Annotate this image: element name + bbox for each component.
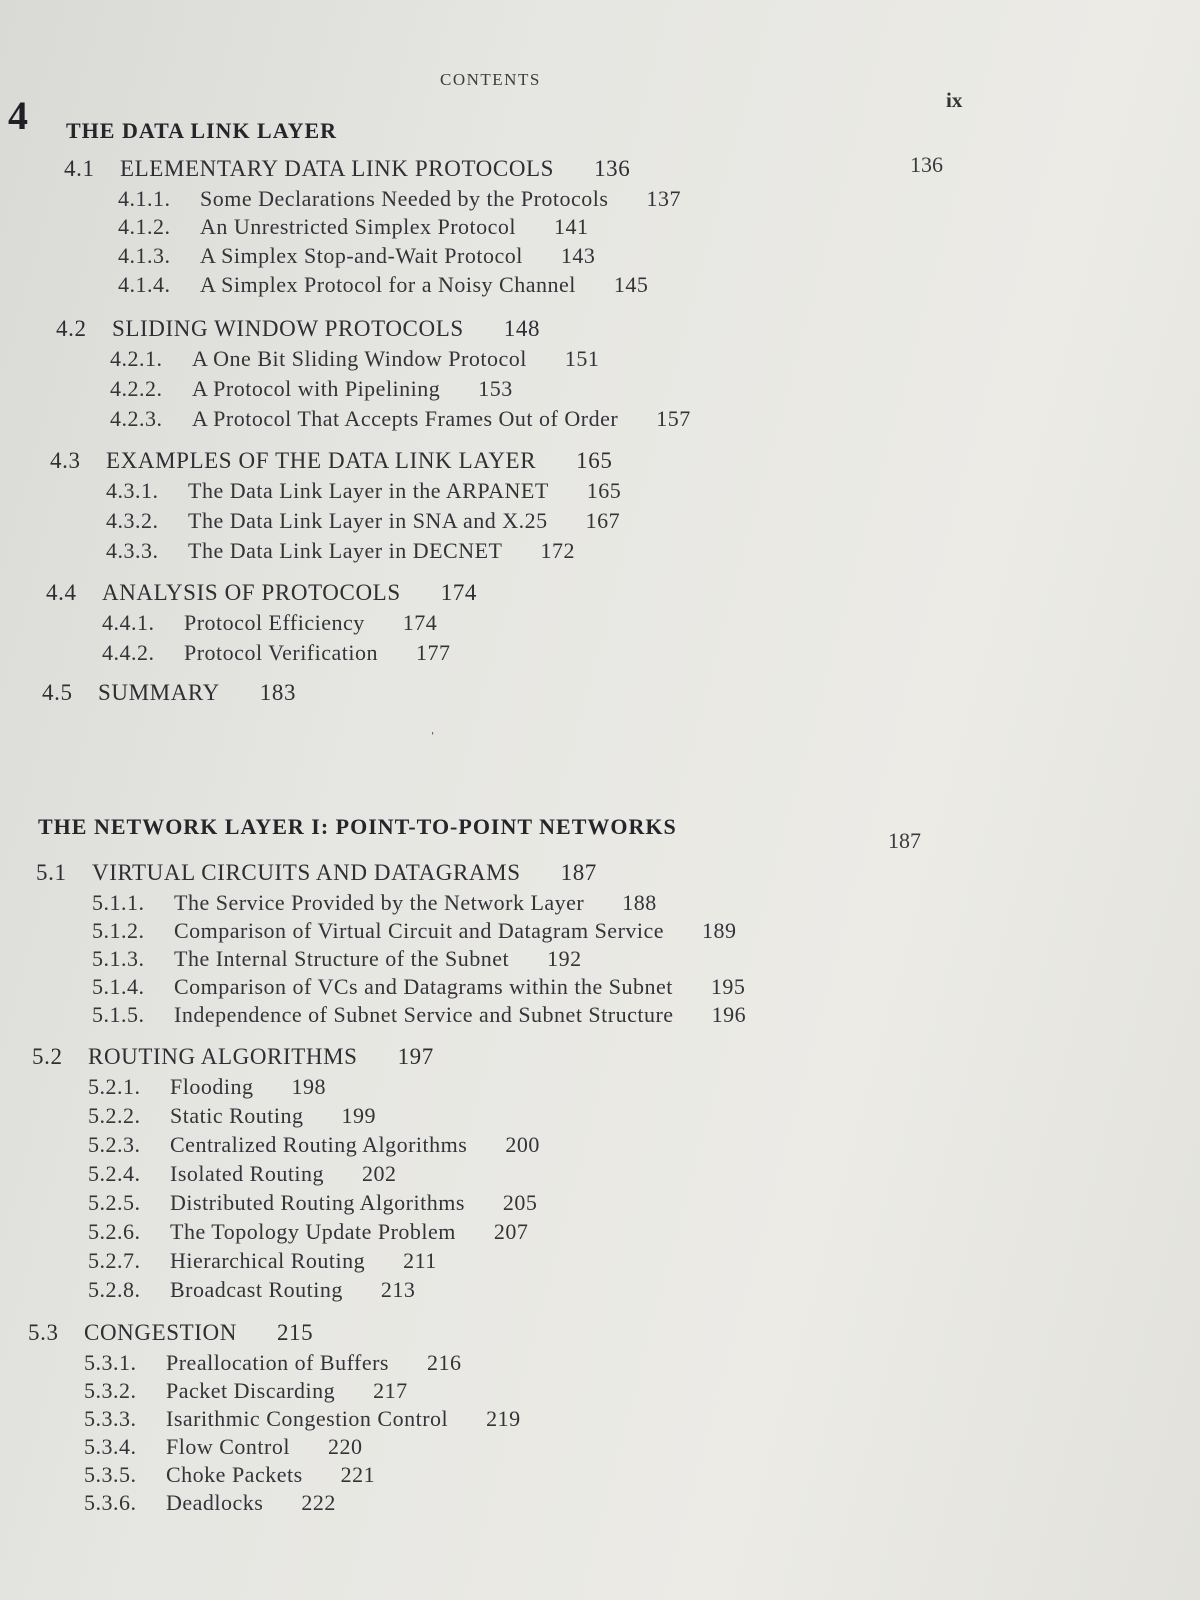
- subsection-number: 4.1.2.: [118, 214, 171, 239]
- subsection-row[interactable]: [92, 918, 737, 944]
- subsection-title: Flooding: [170, 1074, 254, 1099]
- subsection-page: 189: [702, 918, 737, 943]
- subsection-row[interactable]: [84, 1350, 461, 1376]
- subsection-title: Isolated Routing: [170, 1161, 325, 1186]
- subsection-number: 5.2.3.: [88, 1132, 141, 1157]
- running-head: CONTENTS: [440, 70, 541, 89]
- subsection-row[interactable]: [118, 272, 648, 298]
- section-page: 187: [560, 860, 597, 885]
- subsection-title: Distributed Routing Algorithms: [170, 1190, 465, 1215]
- subsection-number: 5.3.1.: [84, 1350, 137, 1375]
- subsection-title: A Protocol That Accepts Frames Out of Order: [192, 406, 619, 431]
- section-page: 165: [576, 448, 613, 473]
- stray-mark: ˌ: [430, 718, 436, 735]
- subsection-number: 5.3.2.: [84, 1378, 137, 1403]
- subsection-row[interactable]: [84, 1434, 362, 1460]
- subsection-page: 195: [710, 974, 746, 999]
- section-row[interactable]: [32, 1044, 434, 1070]
- section-number: 4.3: [50, 448, 81, 473]
- subsection-number: 5.3.6.: [84, 1490, 137, 1515]
- subsection-row[interactable]: [92, 890, 657, 916]
- subsection-title: The Data Link Layer in SNA and X.25: [188, 508, 548, 533]
- subsection-number: 5.3.4.: [84, 1434, 137, 1459]
- subsection-title: Broadcast Routing: [170, 1277, 343, 1302]
- subsection-page: 145: [613, 272, 649, 297]
- section-page: 148: [503, 316, 541, 341]
- subsection-title: Protocol Efficiency: [184, 610, 365, 635]
- subsection-number: 5.2.5.: [88, 1190, 141, 1215]
- section-page: 174: [440, 580, 478, 605]
- section-title: SLIDING WINDOW PROTOCOLS: [112, 316, 464, 341]
- subsection-number: 4.4.2.: [102, 640, 155, 665]
- subsection-page: 167: [585, 508, 621, 533]
- subsection-page: 165: [586, 478, 622, 503]
- subsection-title: Hierarchical Routing: [170, 1248, 366, 1273]
- chapter-title: THE NETWORK LAYER I: POINT-TO-POINT NETWORKS: [38, 814, 677, 839]
- subsection-page: 199: [341, 1103, 376, 1128]
- subsection-number: 5.2.1.: [88, 1074, 141, 1099]
- subsection-page: 177: [416, 640, 451, 665]
- subsection-title: Centralized Routing Algorithms: [170, 1132, 468, 1157]
- subsection-page: 221: [340, 1462, 376, 1487]
- subsection-title: Flow Control: [166, 1434, 290, 1459]
- chapter-page: 136: [910, 152, 943, 177]
- subsection-row[interactable]: [84, 1462, 375, 1488]
- subsection-page: 220: [327, 1434, 363, 1459]
- section-page: 136: [594, 156, 631, 181]
- subsection-page: 172: [540, 538, 575, 563]
- subsection-number: 4.1.3.: [118, 243, 171, 268]
- chapter-title: THE DATA LINK LAYER: [66, 118, 338, 143]
- subsection-page: 213: [380, 1277, 416, 1302]
- section-title: VIRTUAL CIRCUITS AND DATAGRAMS: [92, 860, 521, 885]
- subsection-title: Independence of Subnet Service and Subnet Structure: [174, 1002, 674, 1027]
- subsection-number: 5.1.2.: [92, 918, 145, 943]
- subsection-row[interactable]: [88, 1074, 326, 1100]
- subsection-row[interactable]: [88, 1103, 376, 1129]
- section-title: EXAMPLES OF THE DATA LINK LAYER: [106, 448, 537, 473]
- subsection-title: The Service Provided by the Network Layer: [174, 890, 585, 915]
- subsection-row[interactable]: [92, 1002, 746, 1028]
- section-row[interactable]: [64, 156, 630, 182]
- subsection-number: 4.3.1.: [106, 478, 159, 503]
- subsection-row[interactable]: [110, 406, 691, 432]
- subsection-page: 202: [362, 1161, 397, 1186]
- subsection-row[interactable]: [88, 1277, 415, 1303]
- subsection-page: 157: [656, 406, 691, 431]
- subsection-row[interactable]: [84, 1378, 408, 1404]
- subsection-page: 222: [301, 1490, 336, 1515]
- section-row[interactable]: [46, 580, 477, 606]
- chapter-page: 187: [888, 828, 921, 853]
- subsection-title: Isarithmic Congestion Control: [166, 1406, 449, 1431]
- subsection-page: 141: [554, 214, 589, 239]
- subsection-row[interactable]: [118, 243, 595, 269]
- subsection-number: 4.3.3.: [106, 538, 159, 563]
- section-title: ELEMENTARY DATA LINK PROTOCOLS: [120, 156, 555, 181]
- subsection-row[interactable]: [106, 478, 621, 504]
- subsection-page: 205: [502, 1190, 538, 1215]
- subsection-page: 207: [493, 1219, 529, 1244]
- page-number: ix: [946, 88, 963, 112]
- subsection-number: 5.2.7.: [88, 1248, 141, 1273]
- subsection-number: 4.2.2.: [110, 376, 163, 401]
- subsection-number: 5.1.4.: [92, 974, 145, 999]
- subsection-row[interactable]: [110, 376, 513, 402]
- subsection-number: 4.1.4.: [118, 272, 171, 297]
- section-title: ROUTING ALGORITHMS: [88, 1044, 358, 1069]
- subsection-page: 211: [403, 1248, 437, 1273]
- subsection-page: 174: [402, 610, 438, 635]
- subsection-number: 5.2.4.: [88, 1161, 141, 1186]
- subsection-title: Comparison of VCs and Datagrams within the Subnet: [174, 974, 673, 999]
- subsection-title: The Data Link Layer in the ARPANET: [188, 478, 549, 503]
- subsection-row[interactable]: [88, 1132, 540, 1158]
- subsection-row[interactable]: [84, 1406, 521, 1432]
- section-number: 5.1: [36, 860, 67, 885]
- subsection-number: 5.1.1.: [92, 890, 145, 915]
- section-title: ANALYSIS OF PROTOCOLS: [102, 580, 401, 605]
- subsection-title: An Unrestricted Simplex Protocol: [200, 214, 517, 239]
- subsection-row[interactable]: [92, 946, 582, 972]
- subsection-row[interactable]: [118, 214, 589, 240]
- subsection-title: A Simplex Stop-and-Wait Protocol: [200, 243, 523, 268]
- subsection-page: 153: [478, 376, 513, 401]
- subsection-number: 5.1.3.: [92, 946, 145, 971]
- subsection-page: 188: [622, 890, 657, 915]
- subsection-number: 4.2.3.: [110, 406, 163, 431]
- subsection-number: 5.3.3.: [84, 1406, 137, 1431]
- section-number: 5.3: [28, 1320, 59, 1345]
- subsection-row[interactable]: [88, 1190, 537, 1216]
- subsection-row[interactable]: [88, 1219, 528, 1245]
- section-title: SUMMARY: [98, 680, 220, 705]
- subsection-title: The Internal Structure of the Subnet: [174, 946, 510, 971]
- subsection-page: 200: [505, 1132, 540, 1157]
- subsection-title: A Protocol with Pipelining: [192, 376, 441, 401]
- subsection-page: 198: [291, 1074, 326, 1099]
- subsection-page: 143: [560, 243, 596, 268]
- subsection-number: 4.2.1.: [110, 346, 163, 371]
- section-number: 4.4: [46, 580, 77, 605]
- subsection-title: A One Bit Sliding Window Protocol: [192, 346, 527, 371]
- section-page: 215: [276, 1320, 314, 1345]
- subsection-number: 4.1.1.: [118, 186, 171, 211]
- section-title: CONGESTION: [84, 1320, 237, 1345]
- subsection-title: The Data Link Layer in DECNET: [188, 538, 503, 563]
- subsection-number: 4.4.1.: [102, 610, 155, 635]
- subsection-title: Preallocation of Buffers: [166, 1350, 389, 1375]
- subsection-number: 5.2.8.: [88, 1277, 141, 1302]
- subsection-row[interactable]: [88, 1161, 397, 1187]
- subsection-page: 216: [426, 1350, 462, 1375]
- subsection-row[interactable]: [118, 186, 681, 212]
- subsection-page: 151: [564, 346, 600, 371]
- subsection-title: Comparison of Virtual Circuit and Datagram Service: [174, 918, 665, 943]
- subsection-row[interactable]: [106, 538, 575, 564]
- subsection-title: Static Routing: [170, 1103, 304, 1128]
- subsection-title: Choke Packets: [166, 1462, 303, 1487]
- subsection-title: Protocol Verification: [184, 640, 378, 665]
- section-row[interactable]: [36, 860, 597, 886]
- subsection-number: 5.2.2.: [88, 1103, 141, 1128]
- subsection-page: 196: [711, 1002, 747, 1027]
- subsection-row[interactable]: [102, 640, 451, 666]
- subsection-title: Some Declarations Needed by the Protocols: [200, 186, 609, 211]
- section-row[interactable]: [28, 1320, 313, 1346]
- subsection-page: 219: [486, 1406, 521, 1431]
- section-row[interactable]: [50, 448, 612, 474]
- subsection-row[interactable]: [92, 974, 745, 1000]
- subsection-row[interactable]: [106, 508, 620, 534]
- subsection-title: The Topology Update Problem: [170, 1219, 456, 1244]
- subsection-page: 137: [646, 186, 681, 211]
- subsection-row[interactable]: [110, 346, 599, 372]
- subsection-row[interactable]: [88, 1248, 437, 1274]
- section-page: 183: [259, 680, 297, 705]
- section-row[interactable]: [42, 680, 296, 706]
- subsection-title: Packet Discarding: [166, 1378, 336, 1403]
- subsection-row[interactable]: [102, 610, 437, 636]
- section-row[interactable]: [56, 316, 540, 342]
- subsection-title: Deadlocks: [166, 1490, 264, 1515]
- subsection-number: 4.3.2.: [106, 508, 159, 533]
- subsection-page: 192: [547, 946, 582, 971]
- subsection-title: A Simplex Protocol for a Noisy Channel: [200, 272, 576, 297]
- subsection-page: 217: [373, 1378, 408, 1403]
- section-number: 4.5: [42, 680, 73, 705]
- section-number: 4.1: [64, 156, 95, 181]
- subsection-row[interactable]: [84, 1490, 336, 1516]
- subsection-number: 5.1.5.: [92, 1002, 145, 1027]
- subsection-number: 5.2.6.: [88, 1219, 141, 1244]
- section-number: 5.2: [32, 1044, 63, 1069]
- section-number: 4.2: [56, 316, 87, 341]
- subsection-number: 5.3.5.: [84, 1462, 137, 1487]
- chapter-number: 4: [8, 93, 28, 138]
- section-page: 197: [397, 1044, 434, 1069]
